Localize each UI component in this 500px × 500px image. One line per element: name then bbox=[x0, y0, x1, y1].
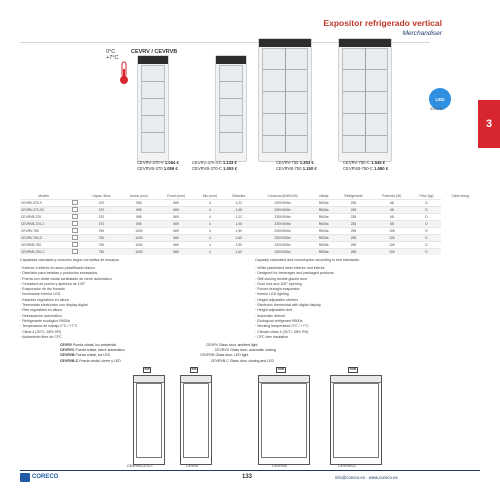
table-cell: 230V/50Hz bbox=[253, 199, 313, 206]
column-header: Fondo (mm) bbox=[167, 194, 186, 198]
features-list-es bbox=[20, 266, 245, 340]
table-cell: 569 bbox=[157, 220, 194, 227]
feature-item: · Iluminación interior LED bbox=[20, 292, 61, 297]
table-cell: R600a bbox=[313, 234, 335, 241]
drawing-750-side bbox=[330, 375, 382, 465]
price-model: CEVRVB-370 bbox=[137, 166, 163, 171]
table-cell: 230V/50Hz bbox=[253, 234, 313, 241]
table-cell: D bbox=[411, 234, 441, 241]
feature-item: · Height adjustable shelves bbox=[255, 297, 299, 302]
table-cell: CEVRVB-750-C bbox=[20, 248, 68, 255]
table-cell: R600a bbox=[313, 213, 335, 220]
table-cell: CEVRV-370-VC bbox=[20, 206, 68, 213]
table-cell: 235 bbox=[335, 206, 373, 213]
table-cell: 230V/50Hz bbox=[253, 206, 313, 213]
table-cell: D bbox=[411, 206, 441, 213]
table-cell: 105 bbox=[372, 227, 411, 234]
column-header: Clase energ. bbox=[451, 194, 471, 198]
feature-item: · Electronic thermostat with digital display bbox=[255, 303, 321, 308]
table-cell: CEVRVB-370 bbox=[20, 213, 68, 220]
table-cell: D bbox=[411, 199, 441, 206]
price-model: CEVRV-370-VC bbox=[192, 160, 222, 165]
legend-text-es: Puerta cristal, luz LED bbox=[74, 353, 111, 358]
dimension-width: 1000 bbox=[277, 367, 285, 371]
table-row bbox=[20, 234, 480, 241]
table-cell: R600a bbox=[313, 220, 335, 227]
legend-text-es: Puerta cristal, luz ambiental bbox=[72, 343, 116, 347]
feature-item: · Ecological refrigerant R600a bbox=[255, 318, 303, 323]
table-cell: 1,22 bbox=[225, 199, 253, 206]
table-cell: 569 bbox=[157, 199, 194, 206]
table-cell: 4 bbox=[195, 213, 225, 220]
table-row bbox=[20, 220, 480, 227]
feature-item: · Designed for beverages and packaged products bbox=[255, 271, 334, 276]
temperature-range bbox=[106, 49, 118, 61]
legend-code: CEVRVC bbox=[60, 348, 75, 353]
price-model: CEVRV-370-V bbox=[137, 160, 164, 165]
section-tab bbox=[478, 100, 500, 148]
feature-item: · Termostato electrónico con display digital bbox=[20, 303, 88, 308]
features-list-en bbox=[255, 266, 480, 340]
dimension-width: 595 bbox=[191, 367, 197, 371]
feature-item: · White plasticised steel exterior and interior bbox=[255, 266, 325, 270]
drawing-caption: CEVRV bbox=[186, 464, 199, 468]
table-cell: 295 bbox=[335, 241, 373, 248]
door-thumbnail-icon bbox=[72, 235, 78, 240]
footer-contact: info@coreco.es · www.coreco.es bbox=[335, 475, 398, 480]
price-model: CEVRVB-750-C bbox=[343, 166, 373, 171]
legend-text-en: CEVRVB-C Glass door, closing and LED bbox=[210, 358, 274, 363]
table-cell bbox=[68, 199, 83, 206]
table-cell: 1,90 bbox=[225, 241, 253, 248]
table-cell bbox=[68, 227, 83, 234]
price-line-7 bbox=[343, 160, 385, 165]
table-row bbox=[20, 227, 480, 234]
table-cell: 295 bbox=[335, 227, 373, 234]
spec-table-body bbox=[20, 199, 480, 255]
column-header: Modelo bbox=[38, 194, 50, 198]
door-thumbnail-icon bbox=[72, 214, 78, 219]
table-cell: 68 bbox=[372, 220, 411, 227]
legend-text-en: CEVRVB Glass door, LED light bbox=[200, 353, 249, 358]
drawing-370 bbox=[133, 375, 165, 465]
table-cell: 4 bbox=[195, 241, 225, 248]
model-legend bbox=[60, 343, 276, 364]
feature-item: · Climate class 4 (30°C, 55% RH) bbox=[255, 329, 309, 334]
table-cell: 295 bbox=[335, 248, 373, 255]
table-cell: CEVRVB-370-C bbox=[20, 220, 68, 227]
door-thumbnail-icon bbox=[72, 228, 78, 233]
table-cell: 1,05 bbox=[225, 206, 253, 213]
note-en: Capacity calculated and consumption according to test standards. bbox=[255, 258, 360, 262]
model-group-label: CEVRV / CEVRVB bbox=[131, 49, 178, 55]
table-cell: 569 bbox=[157, 248, 194, 255]
price-value: 1.590 € bbox=[374, 166, 389, 171]
table-cell: 569 bbox=[157, 213, 194, 220]
legend-code: CEVRV bbox=[60, 343, 72, 347]
table-cell: 595 bbox=[120, 213, 157, 220]
door-thumbnail-icon bbox=[72, 221, 78, 226]
feature-item: · Desescarche automático bbox=[20, 313, 62, 318]
table-cell: R600a bbox=[313, 241, 335, 248]
table-cell: 370 bbox=[83, 199, 121, 206]
table-cell: 595 bbox=[120, 206, 157, 213]
table-cell: 105 bbox=[372, 248, 411, 255]
door-thumbnail-icon bbox=[72, 207, 78, 212]
table-cell: 750 bbox=[83, 227, 121, 234]
column-header: Voltaje bbox=[318, 194, 329, 198]
table-cell: 1000 bbox=[120, 241, 157, 248]
table-row bbox=[20, 206, 480, 213]
feature-item: · Refrigerante ecológico R600a bbox=[20, 318, 70, 323]
legend-code: CEVRVB bbox=[60, 353, 75, 358]
legend-item bbox=[60, 359, 276, 364]
price-model: CEVRVB-750 bbox=[276, 166, 302, 171]
feature-item: · Diseñado para bebidas y productos envasados bbox=[20, 271, 98, 276]
price-line-5 bbox=[276, 160, 314, 165]
table-cell: 235 bbox=[335, 220, 373, 227]
drawing-caption: CEVRVB-C bbox=[338, 464, 357, 468]
table-cell: 1,22 bbox=[225, 213, 253, 220]
feature-item: · Puerta con doble cristal acristalado de cierre automático bbox=[20, 276, 112, 281]
led-badge-text: LED bbox=[435, 96, 445, 102]
feature-item: · Aislamiento libre de CFC bbox=[20, 334, 62, 339]
table-cell: 569 bbox=[157, 227, 194, 234]
door-thumbnail-icon bbox=[72, 249, 78, 254]
price-line-6 bbox=[276, 166, 317, 171]
feature-item: · CFC-free insulation bbox=[255, 334, 289, 339]
table-cell: 1000 bbox=[120, 234, 157, 241]
table-cell: 230V/50Hz bbox=[253, 213, 313, 220]
product-image-370-c bbox=[215, 55, 247, 162]
table-cell: 370 bbox=[83, 220, 121, 227]
table-cell: CEVRVB-750 bbox=[20, 241, 68, 248]
table-cell: 230V/50Hz bbox=[253, 220, 313, 227]
feature-item: · Exterior e interior en acero plastificado blanco bbox=[20, 266, 96, 270]
table-cell: 68 bbox=[372, 199, 411, 206]
drawing-caption: CEVRVB-370-C bbox=[127, 464, 153, 468]
dimension-width: 595 bbox=[144, 367, 150, 371]
table-cell: 750 bbox=[83, 248, 121, 255]
product-image-750 bbox=[258, 38, 312, 162]
table-cell bbox=[68, 248, 83, 255]
table-cell: D bbox=[411, 248, 441, 255]
table-cell: R600a bbox=[313, 248, 335, 255]
logo-icon bbox=[20, 473, 30, 482]
table-cell: 4 bbox=[195, 234, 225, 241]
table-row bbox=[20, 241, 480, 248]
logo-text: CORECO bbox=[32, 474, 59, 480]
price-value: 1.059 € bbox=[163, 166, 178, 171]
feature-item: · Automatic defrost bbox=[255, 313, 285, 318]
price-model: CEVRV-750-C bbox=[343, 160, 370, 165]
page-title: Expositor refrigerado vertical bbox=[323, 18, 442, 28]
table-cell: 569 bbox=[157, 206, 194, 213]
feature-item: · Height adjustable feet bbox=[255, 308, 292, 313]
note-es: Capacidad calculada y consumo según normativa de ensayos. bbox=[20, 258, 120, 262]
table-cell: 230V/50Hz bbox=[253, 248, 313, 255]
table-cell: R600a bbox=[313, 227, 335, 234]
thermometer-icon bbox=[117, 61, 131, 85]
product-image-370 bbox=[137, 55, 169, 162]
table-row bbox=[20, 199, 480, 206]
table-cell bbox=[68, 234, 83, 241]
column-header: Peso (kg) bbox=[419, 194, 434, 198]
section-number: 3 bbox=[485, 118, 493, 130]
table-cell: 4 bbox=[195, 220, 225, 227]
price-value: 1.150 € bbox=[302, 166, 317, 171]
price-value: 1.064 € bbox=[164, 160, 179, 165]
table-cell: 295 bbox=[335, 234, 373, 241]
feature-item: · Clima 4 (30°C, 55% HR) bbox=[20, 329, 62, 334]
table-cell bbox=[68, 206, 83, 213]
table-cell: CEVRV-750-C bbox=[20, 234, 68, 241]
table-cell: D bbox=[411, 241, 441, 248]
table-cell: 750 bbox=[83, 241, 121, 248]
price-model: CEVRVB-370-C bbox=[192, 166, 222, 171]
table-cell: 105 bbox=[372, 234, 411, 241]
table-cell: 4 bbox=[195, 206, 225, 213]
table-cell: 68 bbox=[372, 213, 411, 220]
drawing-750 bbox=[258, 375, 310, 465]
legend-text-en: CEVRV Glass door, ambient light bbox=[205, 343, 258, 347]
table-cell: 230V/50Hz bbox=[253, 241, 313, 248]
column-header: Consumo (kWh/24h) bbox=[267, 194, 298, 198]
feature-item: · Evaporador de tiro forzado bbox=[20, 287, 65, 292]
table-cell: 1,90 bbox=[225, 227, 253, 234]
temperature-min: 0°C bbox=[106, 49, 116, 55]
legend-text-es: Puerta cristal, cierre automático bbox=[74, 348, 125, 353]
table-cell: 1,60 bbox=[225, 234, 253, 241]
column-header: Refrigerante bbox=[344, 194, 363, 198]
dimension-width: 1000 bbox=[349, 367, 357, 371]
feature-item: · Self-closing double glazed door bbox=[255, 276, 308, 281]
brand-logo bbox=[20, 472, 62, 482]
price-line-1 bbox=[137, 160, 179, 165]
table-cell: D bbox=[411, 213, 441, 220]
column-header: Capac. litros bbox=[92, 194, 111, 198]
price-model: CEVRV-750 bbox=[276, 160, 299, 165]
table-cell: 4 bbox=[195, 227, 225, 234]
door-thumbnail-icon bbox=[72, 200, 78, 205]
table-cell: D bbox=[411, 227, 441, 234]
table-cell: 750 bbox=[83, 234, 121, 241]
feature-item: · Cerradura de puerta y apertura de 105° bbox=[20, 281, 86, 286]
table-cell: 569 bbox=[157, 241, 194, 248]
table-cell: 4 bbox=[195, 199, 225, 206]
table-cell: 68 bbox=[372, 206, 411, 213]
product-image-750-c bbox=[338, 38, 392, 162]
drawing-caption: CEVRVB bbox=[272, 464, 287, 468]
price-value: 1.353 € bbox=[299, 160, 314, 165]
price-value: 1.545 € bbox=[371, 160, 386, 165]
price-line-2 bbox=[137, 166, 178, 171]
table-cell: 105 bbox=[372, 241, 411, 248]
table-cell bbox=[68, 241, 83, 248]
table-cell: 230V/50Hz bbox=[253, 227, 313, 234]
table-cell bbox=[68, 213, 83, 220]
price-line-4 bbox=[192, 166, 237, 171]
table-row bbox=[20, 248, 480, 255]
table-cell: R600a bbox=[313, 199, 335, 206]
door-thumbnail-icon bbox=[72, 242, 78, 247]
feature-item: · Estantes regulables en altura bbox=[20, 297, 69, 302]
price-line-3 bbox=[192, 160, 237, 165]
page-number: 133 bbox=[242, 474, 253, 480]
legend-text-es: Puerta cristal, cierre y LED bbox=[78, 358, 121, 363]
feature-item: · Working temperature 0°C / +7°C bbox=[255, 324, 309, 329]
table-cell: 1,60 bbox=[225, 248, 253, 255]
feature-item: · Interior LED lighting bbox=[255, 292, 289, 297]
table-row bbox=[20, 213, 480, 220]
table-cell: 235 bbox=[335, 199, 373, 206]
page-subtitle: Merchandiser bbox=[402, 30, 442, 37]
table-cell: 595 bbox=[120, 199, 157, 206]
temperature-max: +7°C bbox=[106, 55, 119, 61]
column-header: Ancho (mm) bbox=[129, 194, 148, 198]
table-cell: CEVRV-370-V bbox=[20, 199, 68, 206]
table-cell: 569 bbox=[157, 234, 194, 241]
table-cell: 4 bbox=[195, 248, 225, 255]
price-line-8 bbox=[343, 166, 388, 171]
table-cell: 370 bbox=[83, 213, 121, 220]
price-value: 1.093 € bbox=[223, 166, 238, 171]
table-cell: CEVRV-750 bbox=[20, 227, 68, 234]
legend-text-en: CEVRVC Glass door, automatic closing bbox=[214, 348, 276, 353]
price-value: 1.133 € bbox=[222, 160, 237, 165]
table-cell: 595 bbox=[120, 220, 157, 227]
table-cell: R600a bbox=[313, 206, 335, 213]
table-cell: 1,05 bbox=[225, 220, 253, 227]
feature-item: · Temperatura de trabajo 0°C / +7°C bbox=[20, 324, 78, 329]
table-cell: 1000 bbox=[120, 248, 157, 255]
drawing-370-side bbox=[180, 375, 212, 465]
feature-item: · Pies regulables en altura bbox=[20, 308, 62, 313]
column-header: Alto (mm) bbox=[202, 194, 217, 198]
table-cell: D bbox=[411, 220, 441, 227]
column-header: Estantes bbox=[232, 194, 246, 198]
spec-table bbox=[20, 195, 480, 255]
led-color-temp: 4000 K bbox=[430, 106, 443, 111]
feature-item: · Forced draught evaporator bbox=[255, 287, 300, 292]
column-header: Potencia (W) bbox=[382, 194, 402, 198]
table-cell: 1000 bbox=[120, 227, 157, 234]
footer-rule bbox=[20, 470, 480, 471]
legend-code: CEVRVB-C bbox=[60, 358, 79, 363]
table-cell: 370 bbox=[83, 206, 121, 213]
table-cell: 235 bbox=[335, 213, 373, 220]
feature-item: · Door lock and 105° opening bbox=[255, 281, 302, 286]
table-cell bbox=[68, 220, 83, 227]
